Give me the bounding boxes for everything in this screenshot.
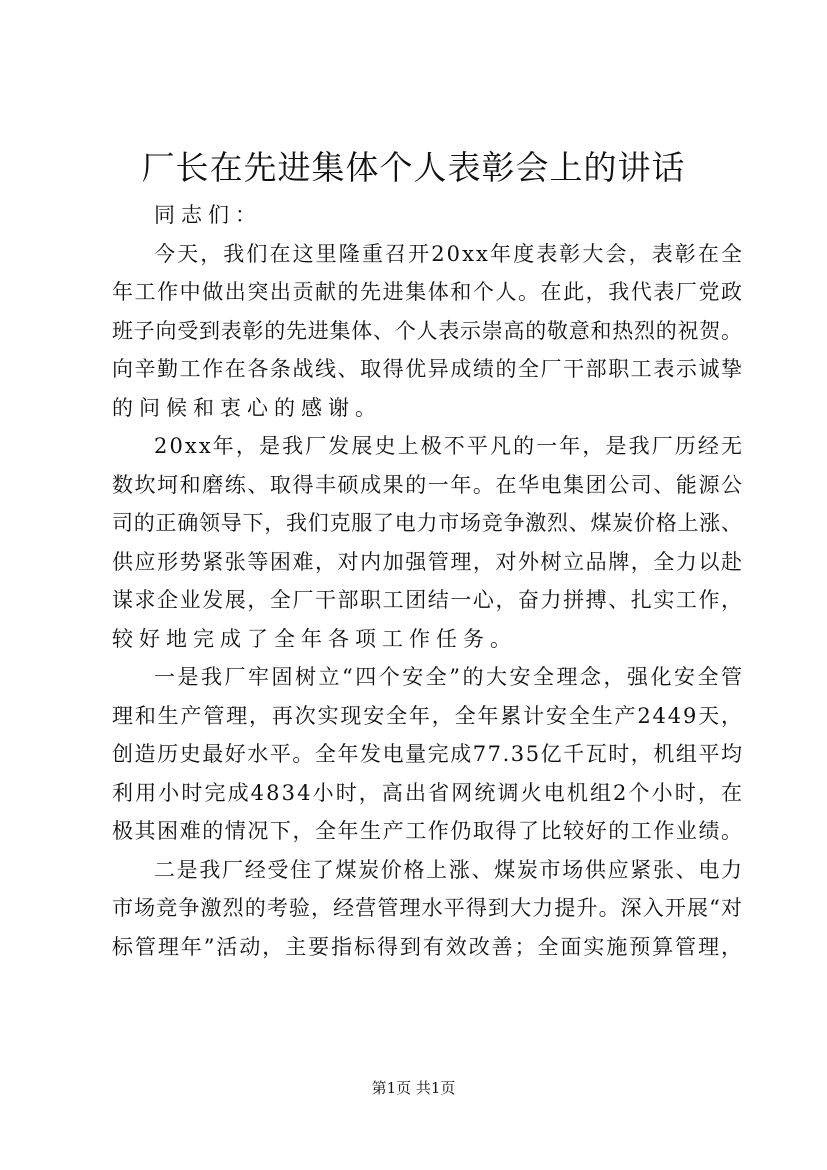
text-line: 理和生产管理，再次实现安全年，全年累计安全生产2449天， — [112, 703, 744, 728]
text-line: 标管理年”活动，主要指标得到有效改善；全面实施预算管理， — [112, 934, 744, 959]
text-line: 极其困难的情况下，全年生产工作仍取得了比较好的工作业绩。 — [112, 819, 744, 843]
text-line: 的问候和衷心的感谢。 — [112, 395, 382, 420]
text-line: 一是我厂牢固树立“四个安全”的大安全理念，强化安全管 — [154, 665, 745, 689]
text-line: 20xx年，是我厂发展史上极不平凡的一年，是我厂历经无 — [154, 434, 745, 458]
document-title: 厂长在先进集体个人表彰会上的讲话 — [141, 148, 686, 187]
text-line: 较好地完成了全年各项工作任务。 — [112, 626, 517, 651]
text-line: 向辛勤工作在各条战线、取得优异成绩的全厂干部职工表示诚挚 — [112, 357, 744, 381]
page-footer: 第1页 共1页 — [371, 1079, 456, 1097]
text-line: 二是我厂经受住了煤炭价格上涨、煤炭市场供应紧张、电力 — [154, 857, 744, 882]
text-line: 创造历史最好水平。全年发电量完成77.35亿千瓦时，机组平均 — [112, 742, 744, 766]
document-body — [112, 196, 745, 966]
text-line: 谋求企业发展，全厂干部职工团结一心，奋力拼搏、扎实工作， — [112, 588, 744, 612]
text-line: 利用小时完成4834小时，高出省网统调火电机组2个小时，在 — [112, 780, 745, 805]
text-line: 司的正确领导下，我们克服了电力市场竞争激烈、煤炭价格上涨、 — [112, 511, 743, 535]
text-line: 供应形势紧张等困难，对内加强管理，对外树立品牌，全力以赴 — [112, 549, 744, 574]
text-line: 市场竞争激烈的考验，经营管理水平得到大力提升。深入开展“对 — [112, 896, 744, 920]
text-line: 数坎坷和磨练、取得丰硕成果的一年。在华电集团公司、能源公 — [112, 472, 744, 497]
text-line: 今天，我们在这里隆重召开20xx年度表彰大会，表彰在全 — [154, 241, 745, 266]
text-line: 同志们： — [154, 203, 262, 227]
text-line: 班子向受到表彰的先进集体、个人表示崇高的敬意和热烈的祝贺。 — [112, 318, 743, 343]
text-line: 年工作中做出突出贡献的先进集体和个人。在此，我代表厂党政 — [112, 280, 744, 304]
